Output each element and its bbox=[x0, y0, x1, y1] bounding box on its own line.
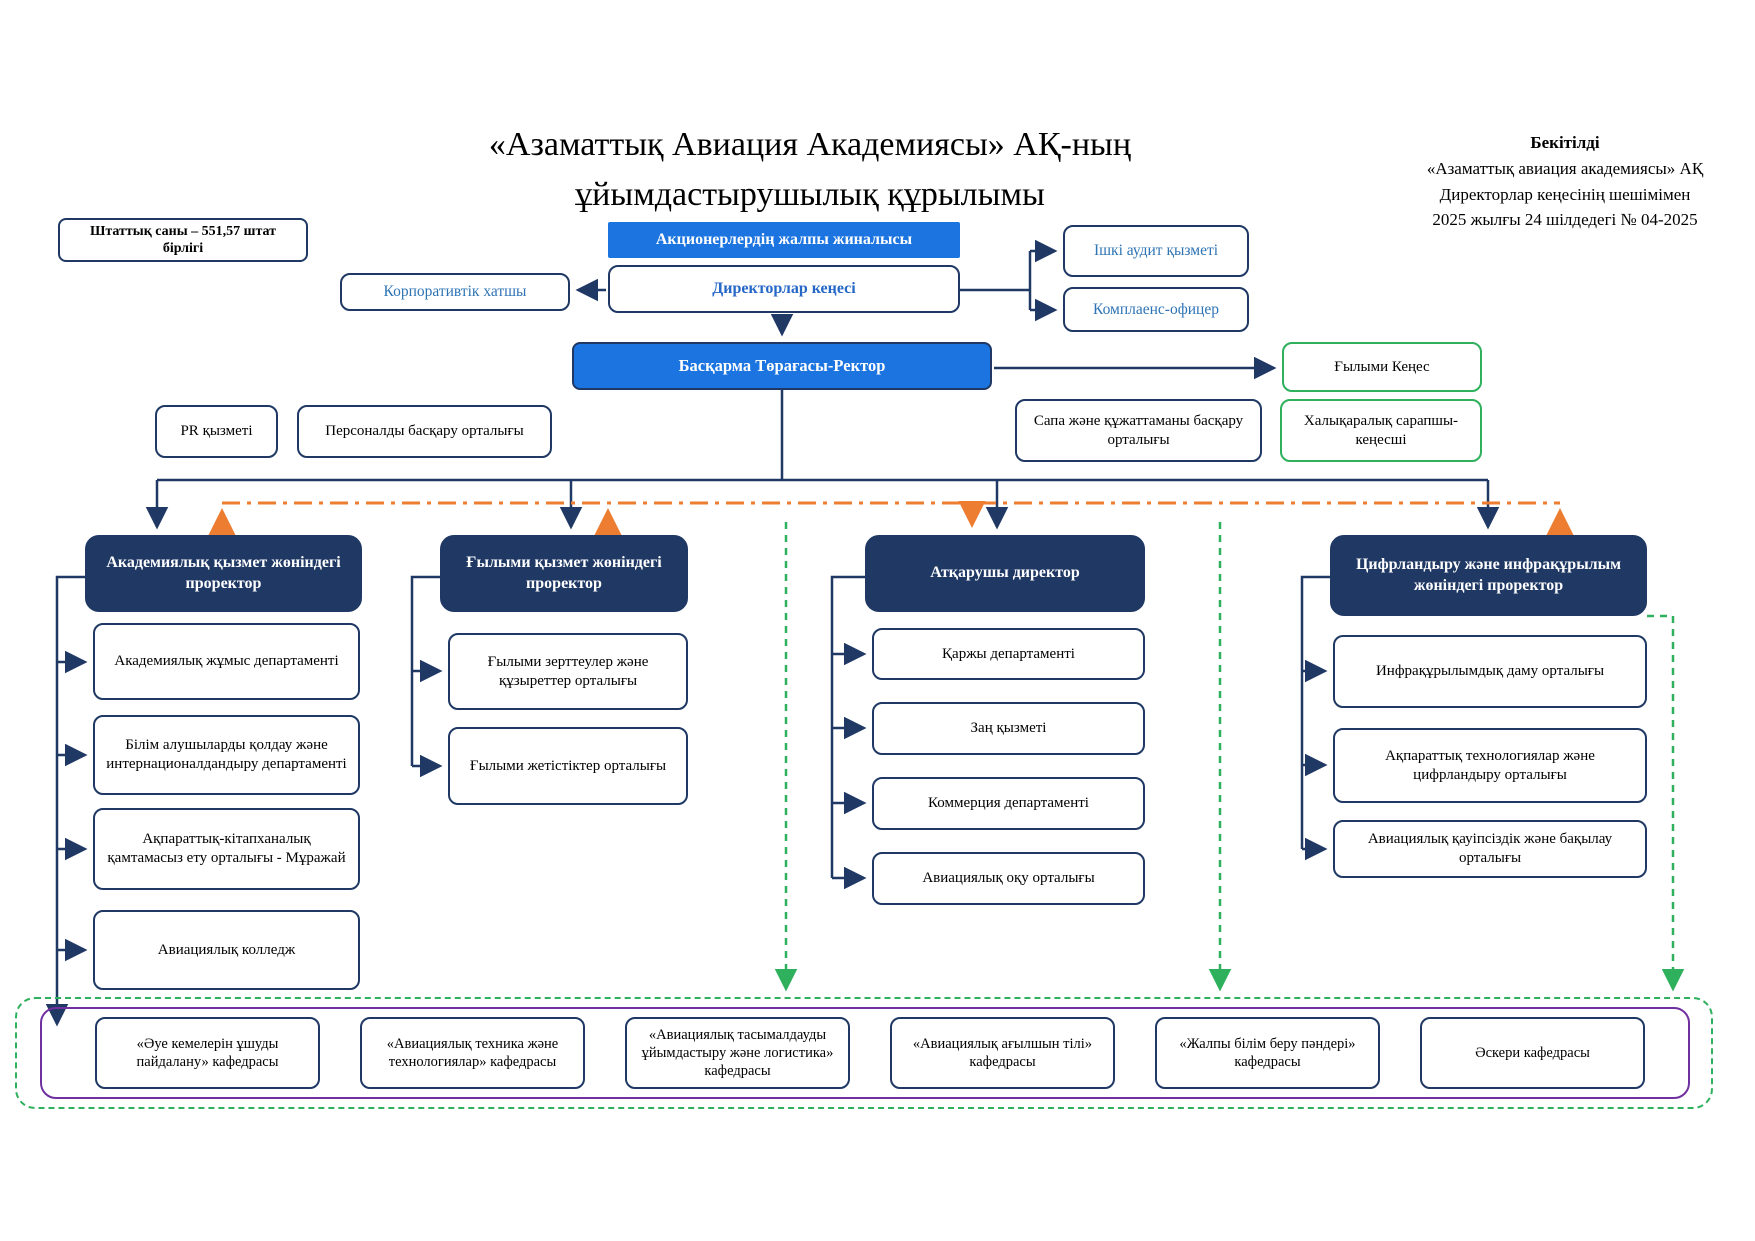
shareholders-meeting-box: Акционерлердің жалпы жиналысы bbox=[608, 222, 960, 258]
column-header-digital: Цифрландыру және инфрақұрылым жөніндегі проректор bbox=[1330, 535, 1647, 616]
internal-audit-box: Ішкі аудит қызметі bbox=[1063, 225, 1249, 277]
department-box: «Авиациялық ағылшын тілі» кафедрасы bbox=[890, 1017, 1115, 1089]
approval-note bbox=[1378, 130, 1752, 233]
column-header-science: Ғылыми қызмет жөніндегі проректор bbox=[440, 535, 688, 612]
approval-line: Бекітілді bbox=[1530, 133, 1600, 152]
unit-box: Авиациялық колледж bbox=[93, 910, 360, 990]
column-header-executive: Атқарушы директор bbox=[865, 535, 1145, 612]
pr-service-box: PR қызметі bbox=[155, 405, 278, 458]
rector-box: Басқарма Төрағасы-Ректор bbox=[572, 342, 992, 390]
unit-box: Академиялық жұмыс департаменті bbox=[93, 623, 360, 700]
compliance-officer-box: Комплаенс-офицер bbox=[1063, 287, 1249, 332]
unit-box: Ақпараттық-кітапханалық қамтамасыз ету орталығы - Мұражай bbox=[93, 808, 360, 890]
department-box: «Әуе кемелерін ұшуды пайдалану» кафедрасы bbox=[95, 1017, 320, 1089]
unit-box: Заң қызметі bbox=[872, 702, 1145, 755]
column-header-academic: Академиялық қызмет жөніндегі проректор bbox=[85, 535, 362, 612]
page-title bbox=[350, 120, 1270, 220]
quality-center-box: Сапа және құжаттаманы басқару орталығы bbox=[1015, 399, 1262, 462]
board-of-directors-box: Директорлар кеңесі bbox=[608, 265, 960, 313]
unit-box: Ақпараттық технологиялар және цифрландыру орталығы bbox=[1333, 728, 1647, 803]
unit-box: Білім алушыларды қолдау және интернационалдандыру департаменті bbox=[93, 715, 360, 795]
unit-box: Инфрақұрылымдық даму орталығы bbox=[1333, 635, 1647, 708]
hr-center-box: Персоналды басқару орталығы bbox=[297, 405, 552, 458]
science-council-box: Ғылыми Кеңес bbox=[1282, 342, 1482, 392]
department-box: «Жалпы білім беру пәндері» кафедрасы bbox=[1155, 1017, 1380, 1089]
staff-count-box: Штаттық саны – 551,57 штат бірлігі bbox=[58, 218, 308, 262]
corporate-secretary-box: Корпоративтік хатшы bbox=[340, 273, 570, 311]
title-line-1: «Азаматтық Авиация Академиясы» АҚ-ның bbox=[488, 126, 1132, 163]
approval-line: 2025 жылғы 24 шілдедегі № 04-2025 bbox=[1432, 210, 1698, 230]
title-line-2: ұйымдастырушылық құрылымы bbox=[575, 176, 1045, 213]
unit-box: Қаржы департаменті bbox=[872, 628, 1145, 680]
approval-line: Директорлар кеңесінің шешімімен bbox=[1439, 184, 1691, 204]
intl-advisor-box: Халықаралық сарапшы-кеңесші bbox=[1280, 399, 1482, 462]
department-box: Әскери кафедрасы bbox=[1420, 1017, 1645, 1089]
unit-box: Ғылыми жетістіктер орталығы bbox=[448, 727, 688, 805]
department-box: «Авиациялық техника және технологиялар» кафедрасы bbox=[360, 1017, 585, 1089]
unit-box: Ғылыми зерттеулер және құзыреттер орталығы bbox=[448, 633, 688, 710]
unit-box: Авиациялық қауіпсіздік және бақылау орталығы bbox=[1333, 820, 1647, 878]
unit-box: Коммерция департаменті bbox=[872, 777, 1145, 830]
approval-line: «Азаматтық авиация академиясы» АҚ bbox=[1426, 158, 1704, 178]
department-box: «Авиациялық тасымалдауды ұйымдастыру және логистика» кафедрасы bbox=[625, 1017, 850, 1089]
unit-box: Авиациялық оқу орталығы bbox=[872, 852, 1145, 905]
